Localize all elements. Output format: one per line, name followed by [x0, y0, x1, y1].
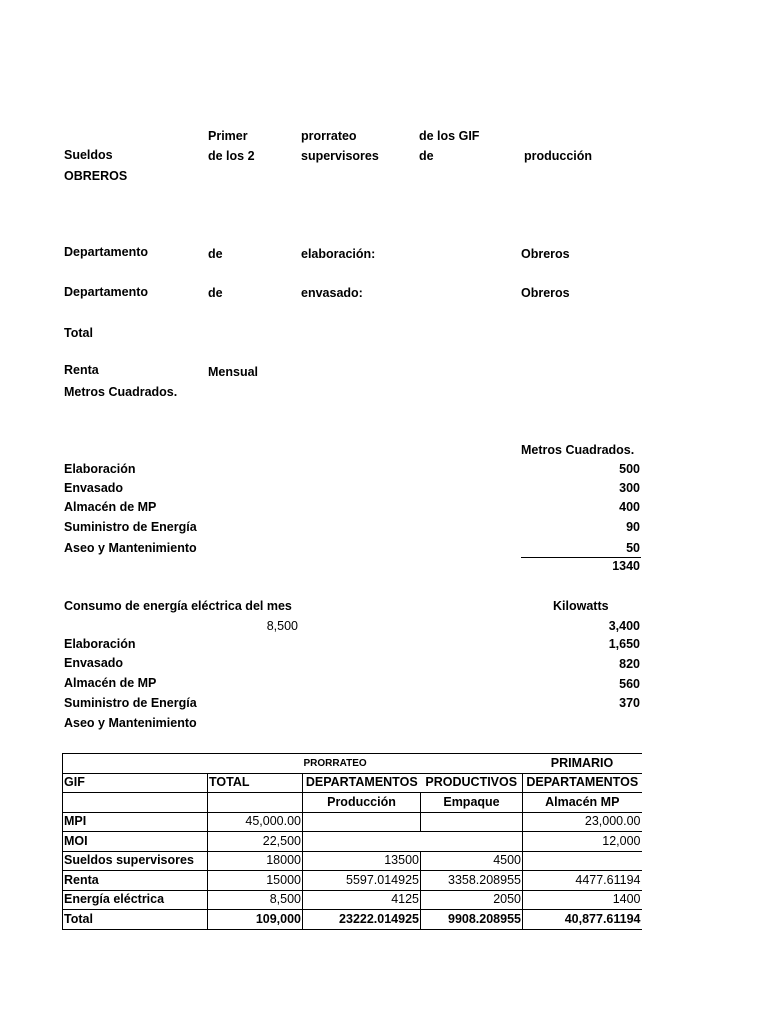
- table-header-row: [63, 773, 642, 793]
- energia-value-3: 370: [619, 696, 640, 710]
- header-primer: Primer: [208, 129, 248, 143]
- row-label: Sueldos supervisores: [63, 851, 208, 871]
- row-almacen: 4477.61194: [523, 871, 642, 891]
- metros-label-2: Almacén de MP: [64, 500, 157, 514]
- row-produccion: 13500: [303, 851, 421, 871]
- th-departamentos-2: DEPARTAMENTOS: [523, 773, 642, 793]
- header-de-los-gif: de los GIF: [419, 129, 480, 143]
- th-departamentos: DEPARTAMENTOS: [303, 773, 421, 793]
- metros-label-1: Envasado: [64, 481, 124, 495]
- energia-value-1: 820: [619, 657, 640, 671]
- header-de-los-2: de los 2: [208, 149, 255, 163]
- energia-total-left: 8,500: [266, 619, 298, 633]
- row-produccion: 4125: [303, 890, 421, 910]
- metros-heading: Metros Cuadrados.: [521, 443, 635, 457]
- dept-row2-a: Departamento: [64, 285, 149, 299]
- row-almacen: [523, 851, 642, 871]
- row-almacen: 1400: [523, 890, 642, 910]
- dept-row2-c: envasado:: [301, 286, 363, 300]
- energia-label-1: Envasado: [64, 656, 124, 670]
- energia-label-2: Almacén de MP: [64, 676, 157, 690]
- table-row: [63, 851, 642, 871]
- dept-row1-a: Departamento: [64, 245, 149, 259]
- metros-value-4: 50: [626, 541, 640, 555]
- metros-value-1: 300: [619, 481, 640, 495]
- dept-row2-b: de: [208, 286, 223, 300]
- dept-row1-b: de: [208, 247, 223, 261]
- row-label: MPI: [63, 812, 208, 832]
- row-empaque: [421, 812, 523, 832]
- header-obreros: OBREROS: [64, 169, 128, 183]
- energia-label-0: Elaboración: [64, 637, 136, 651]
- row-empaque: 2050: [421, 890, 523, 910]
- row-empaque: 9908.208955: [421, 910, 523, 930]
- dept-row1-d: Obreros: [521, 247, 570, 261]
- row-total: 15000: [208, 871, 303, 891]
- metros-label-0: Elaboración: [64, 462, 136, 476]
- th-almacen: Almacén MP: [523, 793, 642, 813]
- table-row: [63, 812, 642, 832]
- metros-label-4: Aseo y Mantenimiento: [64, 541, 197, 555]
- row-almacen: 12,000: [523, 832, 642, 852]
- row-total: 109,000: [208, 910, 303, 930]
- th-total: TOTAL: [208, 773, 303, 793]
- row-total: 8,500: [208, 890, 303, 910]
- row-almacen: 40,877.61194: [523, 910, 642, 930]
- energia-value-0: 1,650: [608, 637, 640, 651]
- energia-label-3: Suministro de Energía: [64, 696, 197, 710]
- dept-row1-c: elaboración:: [301, 247, 376, 261]
- dept-row2-d: Obreros: [521, 286, 570, 300]
- table-prorrateo: PRORRATEO: [303, 754, 421, 774]
- metros-total: 1340: [612, 559, 640, 573]
- row-produccion: [303, 812, 421, 832]
- dept-total: Total: [64, 326, 93, 340]
- row-label: MOI: [63, 832, 208, 852]
- table-subheader-row: [63, 793, 642, 813]
- renta-mensual: Mensual: [208, 365, 259, 379]
- row-produccion: [303, 832, 421, 852]
- row-empaque: 3358.208955: [421, 871, 523, 891]
- energia-label-4: Aseo y Mantenimiento: [64, 716, 197, 730]
- table-row: [63, 890, 642, 910]
- th-produccion: Producción: [303, 793, 421, 813]
- energia-value-2: 560: [619, 677, 640, 691]
- energia-heading: Kilowatts: [553, 599, 609, 613]
- row-label: Energía eléctrica: [63, 890, 208, 910]
- header-sueldos: Sueldos: [64, 148, 113, 162]
- table-primario: PRIMARIO: [523, 754, 642, 774]
- table-title-row: [63, 754, 642, 774]
- energia-title: Consumo de energía eléctrica del mes: [64, 599, 292, 613]
- metros-value-2: 400: [619, 500, 640, 514]
- row-produccion: 23222.014925: [303, 910, 421, 930]
- row-produccion: 5597.014925: [303, 871, 421, 891]
- renta-label: Renta: [64, 363, 99, 377]
- row-almacen: 23,000.00: [523, 812, 642, 832]
- row-total: 18000: [208, 851, 303, 871]
- th-empaque: Empaque: [421, 793, 523, 813]
- metros-value-3: 90: [626, 520, 640, 534]
- th-gif: GIF: [63, 773, 208, 793]
- header-prorrateo: prorrateo: [301, 129, 357, 143]
- row-label: Total: [63, 910, 208, 930]
- row-total: 45,000.00: [208, 812, 303, 832]
- metros-label-3: Suministro de Energía: [64, 520, 197, 534]
- table-row: [63, 832, 642, 852]
- metros-sum-rule: [521, 557, 641, 558]
- gif-table: [62, 753, 642, 930]
- row-empaque: 4500: [421, 851, 523, 871]
- row-total: 22,500: [208, 832, 303, 852]
- metros-value-0: 500: [619, 462, 640, 476]
- table-row: [63, 871, 642, 891]
- row-label: Renta: [63, 871, 208, 891]
- header-supervisores: supervisores: [301, 149, 379, 163]
- header-de: de: [419, 149, 434, 163]
- energia-total-right: 3,400: [608, 619, 640, 633]
- table-total-row: [63, 910, 642, 930]
- renta-metros: Metros Cuadrados.: [64, 385, 178, 399]
- header-produccion: producción: [524, 149, 593, 163]
- row-empaque: [421, 832, 523, 852]
- th-productivos: PRODUCTIVOS: [421, 773, 523, 793]
